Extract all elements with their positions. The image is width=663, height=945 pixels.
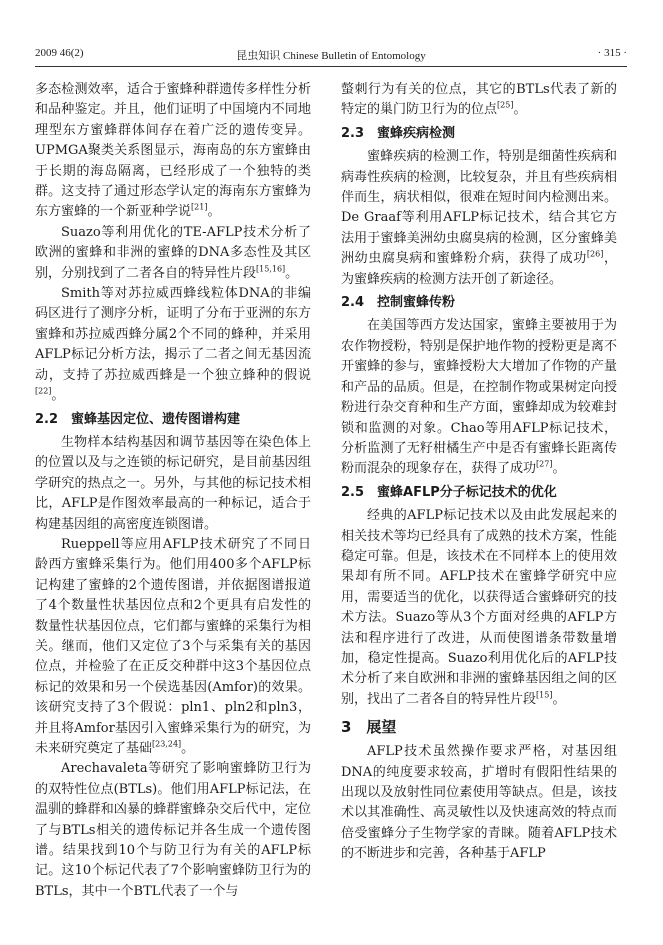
- citation: [23,24]: [152, 739, 182, 749]
- right-column: [341, 80, 617, 865]
- paragraph: 经典的AFLP标记技术以及由此发展起来的相关技术等均已经具有了成熟的技术方案，性能稳定可靠。但是，该技术在不同样本上的使用效果却有所不同。AFLP技术在蜜蜂学研究中应用，需要适当的优化，以获得适合蜜蜂研究的技术方法。Suazo等从3个方面对经典的AFLP方法和程序进行了改进，从而使图谱条带数量增加，稳定性提高。Suazo利用优化后的AFLP技术分析了来自欧洲和非洲的蜜蜂基因组之间的区别，找出了二者各自的特异性片段[15]。: [341, 508, 617, 707]
- journal-name: 昆虫知识 Chinese Bulletin of Entomology: [236, 50, 426, 62]
- paragraph: AFLP技术虽然操作要求严格，对基因组DNA的纯度要求较高，扩增时有假阳性结果的出现以及放射性同位素使用等缺点。但是，该技术以其准确性、高灵敏性以及快速高效的特点而倍受蜜蜂分子生物学家的青睐。随着AFLP技术的不断进步和完善，各种基于AFLP: [341, 744, 617, 862]
- paragraph: 蜜蜂疾病的检测工作，特别是细菌性疾病和病毒性疾病的检测，比较复杂，并且有些疾病相伴而生，病状相似，很难在短时间内检测出来。De Graaf等利用AFLP标记技术，结合其它方法用于蜜蜂美洲幼虫腐臭病的检测，区分蜜蜂美洲幼虫腐臭病和蜜蜂粉介病，获得了成功[26]，为蜜蜂疾病的检测方法开创了新途径。: [341, 149, 617, 287]
- citation: [25]: [497, 101, 514, 111]
- page-number: · 315 ·: [597, 47, 627, 59]
- header-rule: [35, 66, 627, 67]
- issue-number: 2009 46(2): [35, 47, 84, 59]
- section-heading-3: 3 展望: [341, 718, 397, 737]
- paragraph: 生物样本结构基因和调节基因等在染色体上的位置以及与之连锁的标记研究，是目前基因组学研究的热点之一。另外，与其他的标记技术相比，AFLP是作图效率最高的一种标记，适合于构建基因组的高密度连锁图谱。: [35, 434, 311, 532]
- paragraph: Suazo等利用优化的TE-AFLP技术分析了欧洲的蜜蜂和非洲的蜜蜂的DNA多态性及其区别，分别找到了二者各自的特异性片段[15,16]。: [35, 224, 311, 281]
- left-column: [35, 80, 311, 902]
- citation: [15,16]: [256, 264, 286, 274]
- paragraph: Smith等对苏拉威西蜂线粒体DNA的非编码区进行了测序分析，证明了分布于亚洲的东方蜜蜂和苏拉威西蜂分属2个不同的蜂种，并采用AFLP标记分析方法，揭示了二者之间无基因流动，支持了苏拉威西蜂是一个独立蜂种的假说[22]。: [35, 286, 311, 404]
- paragraph: 在美国等西方发达国家，蜜蜂主要被用于为农作物授粉，特别是保护地作物的授粉更是离不开蜜蜂的参与，蜜蜂授粉大大增加了作物的产量和产品的品质。但是，在控制作物或果树定向授粉进行杂交育种和生产方面，蜜蜂却成为较难封锁和监测的对象。Chao等用AFLP标记技术，分析监测了无籽柑橘生产中是否有蜜蜂长距离传粉而混杂的现象存在，获得了成功[27]。: [341, 318, 617, 477]
- citation: [22]: [35, 386, 52, 396]
- running-header: [35, 47, 627, 63]
- section-heading-2-5: 2.5 蜜蜂AFLP分子标记技术的优化: [341, 484, 557, 500]
- citation: [26]: [586, 249, 604, 259]
- citation: [15]: [536, 690, 553, 700]
- section-heading-2-3: 2.3 蜜蜂疾病检测: [341, 125, 456, 141]
- paragraph: 多态检测效率，适合于蜜蜂种群遗传多样性分析和品种鉴定。并且，他们证明了中国境内不同地理型东方蜜蜂群体间存在着广泛的遗传变异。UPMGA聚类关系图显示，海南岛的东方蜜蜂由于长期的海岛隔离，已经形成了一个独特的类群。这支持了通过形态学认定的海南东方蜜蜂为东方蜜蜂的一个新亚种学说[21]。: [35, 82, 311, 220]
- paragraph: 螫刺行为有关的位点，其它的BTLs代表了新的特定的巢门防卫行为的位点[25]。: [341, 82, 617, 118]
- section-heading-2-2: 2.2 蜜蜂基因定位、遗传图谱构建: [35, 411, 241, 427]
- section-heading-2-4: 2.4 控制蜜蜂传粉: [341, 295, 456, 311]
- paragraph: Arechavaleta等研究了影响蜜蜂防卫行为的双特性位点(BTLs)。他们用AFLP标记法，在温驯的蜂群和凶暴的蜂群蜜蜂杂交后代中，定位了与BTLs相关的遗传标记并各生成一个遗传图谱。结果找到10个与防卫行为有关的AFLP标记。这10个标记代表了7个影响蜜蜂防卫行为的BTLs，其中一个BTL代表了一个与: [35, 761, 311, 899]
- paragraph: Rueppell等应用AFLP技术研究了不同日龄西方蜜蜂采集行为。他们用400多个AFLP标记构建了蜜蜂的2个遗传图谱，并依据图谱报道了4个数量性状基因位点和2个更具有启发性的数量性状基因位点，它们都与蜜蜂的采集行为相关。继而，他们又定位了3个与采集有关的基因位点，并检验了在正反交种群中这3个基因位点标记的效果和另一个侯选基因(Amfor)的效果。该研究支持了3个假说：pln1、pln2和pln3，并且将Amfor基因引入蜜蜂采集行为的研究，为未来研究奠定了基础[23,24]。: [35, 536, 311, 756]
- citation: [27]: [536, 459, 553, 469]
- citation: [21]: [191, 203, 208, 213]
